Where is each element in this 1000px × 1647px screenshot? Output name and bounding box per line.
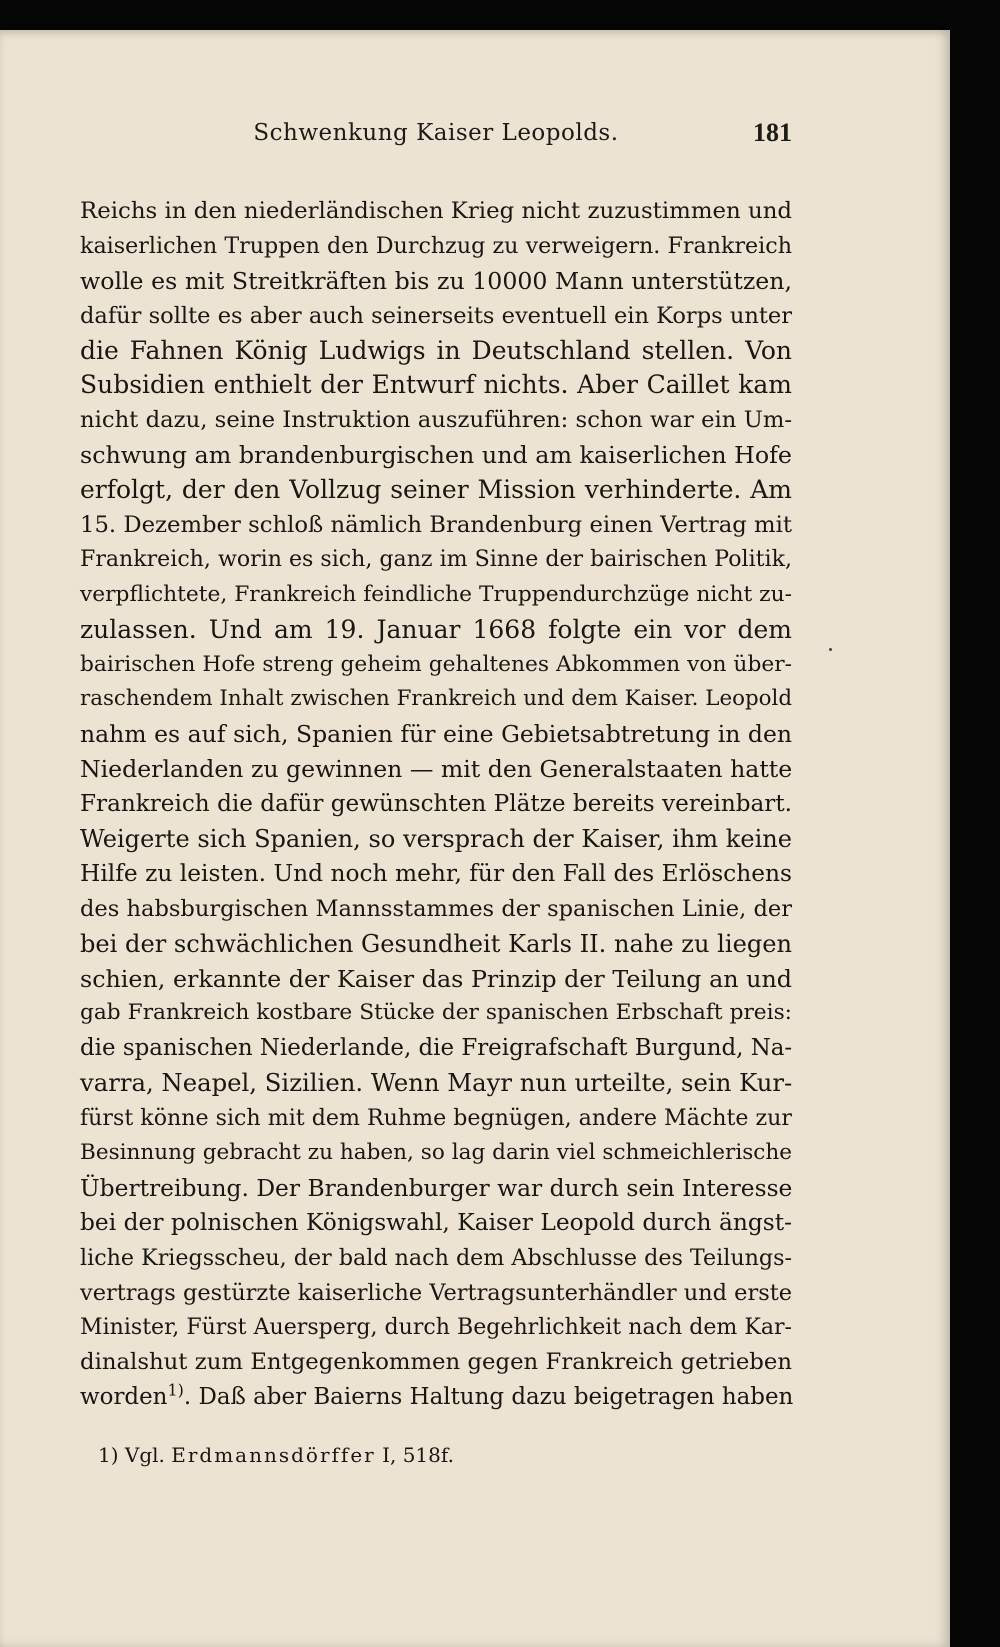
text-line: Besinnung gebracht zu haben, so lag darin viel schmeichlerische [80, 1140, 792, 1166]
text-line: nahm es auf sich, Spanien für eine Gebietsabtretung in den [80, 720, 792, 749]
text-line: dinalshut zum Entgegenkommen gegen Frankreich getrieben [80, 1349, 792, 1376]
footnote-ref: I, 518f. [382, 1443, 454, 1467]
text-line: zulassen. Und am 19. Januar 1668 folgte ein vor dem [80, 614, 792, 644]
text-line: schien, erkannte der Kaiser das Prinzip der Teilung an und [80, 964, 792, 993]
text-line: Frankreich die dafür gewünschten Plätze bereits vereinbart. [80, 791, 792, 818]
last-line-start: worden [80, 1384, 168, 1411]
text-line: varra, Neapel, Sizilien. Wenn Mayr nun urteilte, sein Kur- [80, 1068, 793, 1098]
text-line: Minister, Fürst Auersperg, durch Begehrlichkeit nach dem Kar- [80, 1314, 792, 1340]
text-line: 15. Dezember schloß nämlich Brandenburg einen Vertrag mit [80, 512, 792, 539]
last-line-rest: . Daß aber Baierns Haltung dazu beigetragen haben [183, 1384, 794, 1411]
text-line: liche Kriegsscheu, der bald nach dem Abschlusse des Teilungs- [80, 1244, 792, 1271]
text-line: die Fahnen König Ludwigs in Deutschland stellen. Von [80, 335, 792, 365]
text-line: fürst könne sich mit dem Ruhme begnügen, andere Mächte zur [80, 1105, 792, 1132]
text-line: Niederlanden zu gewinnen — mit den Generalstaaten hatte [80, 755, 793, 784]
text-line: Hilfe zu leisten. Und noch mehr, für den Fall des Erlöschens [80, 859, 792, 887]
text-line: wolle es mit Streitkräften bis zu 10000 Mann unterstützen, [80, 266, 792, 295]
text-line: bei der schwächlichen Gesundheit Karls II. nahe zu liegen [80, 929, 792, 958]
text-line: gab Frankreich kostbare Stücke der spanischen Erbschaft preis: [80, 1000, 792, 1026]
text-line: verpflichtete, Frankreich feindliche Truppendurchzüge nicht zu- [80, 581, 792, 607]
text-line: Weigerte sich Spanien, so versprach der Kaiser, ihm keine [80, 825, 792, 854]
footnote [98, 1443, 788, 1467]
running-title: Schwenkung Kaiser Leopolds. [253, 120, 619, 146]
text-line: bei der polnischen Königswahl, Kaiser Leopold durch ängst- [80, 1208, 792, 1236]
text-line: dafür sollte es aber auch seinerseits eventuell ein Korps unter [80, 302, 792, 329]
text-line: bairischen Hofe streng geheim gehaltenes Abkommen von über- [80, 651, 792, 677]
text-line: Frankreich, worin es sich, ganz im Sinne der bairischen Politik, [80, 546, 792, 572]
text-line: Übertreibung. Der Brandenburger war durch sein Interesse [80, 1173, 793, 1202]
footnote-author: Erdmannsdörffer [171, 1443, 376, 1467]
text-line: des habsburgischen Mannsstammes der spanischen Linie, der [80, 895, 792, 922]
text-line: nicht dazu, seine Instruktion auszuführen: schon war ein Um- [80, 407, 792, 434]
margin-speck [829, 648, 832, 651]
body-text [80, 194, 792, 1415]
text-line: schwung am brandenburgischen und am kaiserlichen Hofe [80, 441, 792, 470]
footnote-marker: 1) Vgl. [98, 1443, 165, 1467]
text-line: raschendem Inhalt zwischen Frankreich und dem Kaiser. Leopold [80, 686, 792, 712]
text-line: kaiserlichen Truppen den Durchzug zu verweigern. Frankreich [80, 232, 792, 259]
footnote-reference[interactable]: 1) [167, 1380, 184, 1400]
page-header [80, 114, 792, 154]
text-line: Subsidien enthielt der Entwurf nichts. Aber Caillet kam [80, 370, 792, 400]
page-number: 181 [753, 118, 792, 147]
text-line-last [80, 1380, 792, 1415]
text-line: die spanischen Niederlande, die Freigrafschaft Burgund, Na- [80, 1035, 793, 1062]
text-line: Reichs in den niederländischen Krieg nicht zuzustimmen und [80, 198, 793, 224]
text-line: vertrags gestürzte kaiserliche Vertragsunterhändler und erste [80, 1279, 793, 1306]
text-line: erfolgt, der den Vollzug seiner Mission verhinderte. Am [80, 475, 792, 505]
